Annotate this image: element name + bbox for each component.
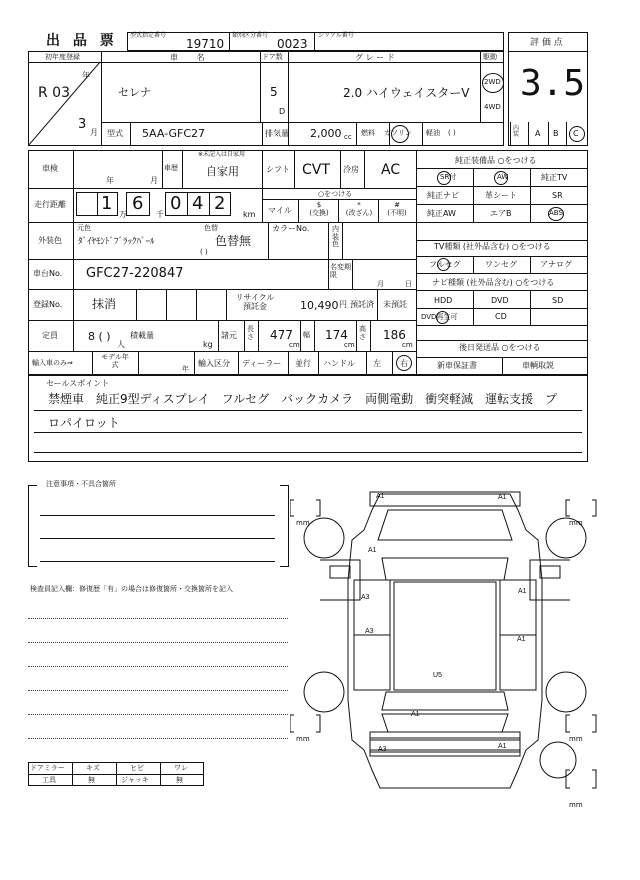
bt-value-1: 工具	[42, 776, 56, 784]
import-parallel: 並行	[295, 359, 311, 368]
interior-grade-a: A	[535, 129, 541, 138]
model-label: 型式	[107, 129, 123, 138]
inspection-label: 車検	[42, 164, 58, 173]
bt-value-2: 無	[88, 776, 95, 784]
model-year-label: モデル年式	[101, 353, 129, 369]
height-label: 高さ	[359, 325, 366, 341]
bt-value-4: 無	[176, 776, 183, 784]
genuine-label: 純正装備品 ○をつける	[455, 156, 537, 165]
grade-label: グ レ ー ド	[355, 53, 395, 62]
mark-1: A1	[376, 493, 385, 500]
mileage-digit-4: 4	[192, 193, 204, 214]
eq-item-9: ABS	[549, 209, 563, 217]
history: 自家用	[206, 165, 239, 178]
year-label: 年	[82, 71, 90, 80]
inspection-year: 年	[106, 176, 114, 185]
length: 477	[270, 328, 293, 342]
later-label: 後日発送品 ○をつける	[459, 343, 541, 352]
width-cm: cm	[344, 341, 355, 349]
later-item-1: 新車保証書	[437, 361, 477, 370]
recycle-yen: 円	[339, 300, 347, 309]
color: ﾀﾞｲﾔﾓﾝﾄﾞﾌﾞﾗｯｸﾊﾟｰﾙ	[78, 237, 155, 247]
capacity-label: 定員	[42, 331, 58, 340]
color-paren: ( )	[200, 248, 208, 256]
chassis-label: 車台No.	[33, 269, 63, 278]
transfer-label: 名変期限	[330, 263, 351, 280]
navi-item-3: SD	[552, 296, 564, 305]
transfer-month: 月	[377, 280, 384, 288]
fuel-diesel: 軽油	[426, 129, 440, 137]
bt-value-3: ジャッキ	[121, 776, 149, 784]
man-unit: 万	[119, 210, 127, 219]
eq-item-5: 革シート	[485, 191, 517, 200]
eq-item-8: エアB	[490, 209, 512, 218]
car-diagram	[290, 470, 610, 820]
interior-grade-c: C	[573, 129, 579, 138]
tv-label: TV種類 (社外品含む) ○をつける	[434, 242, 551, 251]
reg-no: 抹消	[92, 297, 117, 311]
caution-label: 注意事項・不具合箇所	[46, 480, 116, 488]
mark-2: A1	[498, 494, 507, 501]
month-label: 月	[90, 128, 98, 137]
inspector-label: 検査員記入欄：修復歴「有」の場合は修復箇所・交換箇所を記入	[30, 585, 233, 593]
width: 174	[325, 328, 348, 342]
km-unit: km	[243, 210, 256, 219]
first-reg-month: 3	[78, 117, 87, 132]
tv-item-3: アナログ	[540, 260, 572, 269]
recycle-deposited: 預託済	[350, 300, 374, 309]
mark-5: A3	[365, 628, 374, 635]
reg-no-label: 登録No.	[33, 300, 63, 309]
navi-item-2: DVD	[491, 296, 509, 305]
recycle: 10,490	[300, 299, 339, 312]
capacity: 8 ( )	[88, 330, 111, 343]
interior-grade-b: B	[553, 129, 559, 138]
handle-left: 左	[373, 359, 381, 368]
first-reg-era: R 03	[38, 85, 70, 101]
color-change: 色替無	[215, 234, 252, 248]
recycle-not: 未預託	[383, 300, 407, 309]
interior-color-label: 内装色	[332, 225, 339, 249]
mile-note: ○をつける	[318, 190, 353, 198]
navi-item-5: CD	[495, 312, 507, 321]
fuel-paren: ( )	[448, 129, 456, 137]
shift-value: CVT	[302, 162, 330, 178]
sales-line-1: 禁煙車 純正9型ディスプレイ フルセグ バックカメラ 両側電動 衝突軽減 運転支援 プ	[48, 392, 558, 406]
caution-bracket-left	[28, 485, 37, 567]
bt-header-1: ドアミラー	[30, 764, 65, 772]
eq-item-3: 純正TV	[541, 173, 568, 182]
grade: 2.0 ハイウェイスターV	[343, 86, 470, 100]
fuel-label: 燃料	[361, 129, 375, 137]
tire-mm-spare: mm	[569, 801, 583, 809]
mark-8: A1	[411, 711, 420, 718]
serial-label: シリアル番号	[318, 32, 354, 39]
capacity-unit: 人	[117, 340, 125, 349]
drive-label: 駆動	[483, 53, 497, 61]
mile-opt-tamper: * (改ざん)	[345, 201, 373, 218]
color-no-label: カラーNo.	[272, 224, 310, 233]
doors: 5	[270, 85, 278, 99]
car-name-label: 車 名	[170, 53, 213, 62]
drive-4wd: 4WD	[484, 103, 501, 111]
sales-label: セールスポイント	[46, 379, 110, 388]
mileage-digit-3: 0	[170, 193, 182, 214]
mark-9: A3	[378, 746, 387, 753]
shift-label: シフト	[266, 165, 290, 174]
eq-item-2: AW	[497, 173, 509, 181]
score-value: 3.5	[520, 63, 586, 104]
eq-item-7: 純正AW	[427, 209, 456, 218]
mark-10: A1	[498, 743, 507, 750]
mark-7: U5	[433, 672, 442, 679]
color-label: 外装色	[38, 236, 62, 245]
mark-a1-left: A1	[368, 547, 377, 554]
fuel-gasoline: ガソリン	[384, 129, 412, 137]
mileage-digit-1: 1	[101, 193, 113, 214]
load-unit: kg	[203, 340, 213, 349]
mileage-label: 走行距離	[34, 200, 66, 209]
eq-item-1: SR付	[440, 173, 457, 181]
mark-4: A1	[518, 588, 527, 595]
dim-label: 諸元	[221, 331, 237, 340]
tire-mm-rl: mm	[296, 735, 310, 743]
import-label: 輸入車のみ⇒	[32, 359, 73, 367]
navi-item-1: HDD	[434, 296, 453, 305]
sales-line-2: ロパイロット	[48, 416, 120, 430]
displacement-label: 排気量	[265, 129, 289, 138]
tire-mm-rr: mm	[569, 735, 583, 743]
mark-3: A3	[361, 594, 370, 601]
form-no: 19710	[186, 37, 225, 51]
length-label: 長さ	[247, 325, 254, 341]
class-no-label: 類別区分番号	[232, 32, 269, 39]
color-genshoku: 元色	[77, 224, 91, 232]
doors-d: D	[279, 107, 286, 116]
form-no-label: 型式指定番号	[130, 32, 167, 39]
caution-bracket-right	[280, 485, 289, 567]
history-label: 車歴	[164, 164, 178, 172]
width-label: 幅	[303, 331, 310, 339]
car-name: セレナ	[118, 86, 151, 99]
eq-item-4: 純正ナビ	[427, 191, 459, 200]
tv-item-2: ワンセグ	[485, 260, 517, 269]
inspection-month: 月	[150, 176, 158, 185]
doors-label: ドア数	[262, 53, 283, 61]
history-note: ※未記入は自家用	[198, 151, 246, 158]
sheet-title: 出 品 票	[46, 33, 118, 49]
ac-value: AC	[381, 162, 401, 178]
mile-label: マイル	[268, 206, 292, 215]
handle-right: 右	[400, 359, 408, 368]
height-cm: cm	[402, 341, 413, 349]
tire-mm-fl: mm	[296, 519, 310, 527]
mileage-digit-2: 6	[132, 193, 144, 214]
later-item-2: 車輌取説	[522, 361, 554, 370]
mark-6: A1	[517, 636, 526, 643]
transfer-day: 日	[405, 280, 412, 288]
load-label: 積載量	[130, 331, 154, 340]
navi-label: ナビ種類 (社外品含む) ○をつける	[432, 278, 555, 287]
ac-label: 冷房	[343, 165, 359, 174]
drive-2wd: 2WD	[484, 78, 501, 86]
interior-label: 内装	[513, 125, 520, 138]
import-type-label: 輸入区分	[198, 359, 230, 368]
tire-mm-fr: mm	[569, 519, 583, 527]
displacement: 2,000	[310, 127, 342, 140]
mile-opt-exchange: $ (交換)	[309, 201, 329, 218]
import-dealer: ディーラー	[242, 359, 282, 368]
recycle-label: リサイクル預託金	[235, 293, 275, 311]
score-label: 評 価 点	[530, 38, 563, 48]
height: 186	[383, 328, 406, 342]
model-year-unit: 年	[182, 365, 189, 373]
tv-item-1: フルセグ	[429, 260, 461, 269]
class-no: 0023	[277, 37, 308, 51]
navi-item-4: DVD再生可	[421, 313, 458, 321]
cc-unit: cc	[344, 133, 352, 141]
mileage-digit-5: 2	[214, 193, 226, 214]
mile-opt-unknown: # (不明)	[387, 201, 407, 218]
sen-unit: 千	[156, 210, 164, 219]
color-change-label: 色替	[204, 224, 218, 232]
handle-label: ハンドル	[323, 359, 355, 368]
length-cm: cm	[289, 341, 300, 349]
first-reg-label: 初年度登録	[45, 53, 80, 61]
bt-header-3: ヒビ	[130, 764, 144, 772]
chassis: GFC27-220847	[86, 266, 184, 281]
bt-header-2: キズ	[86, 764, 100, 772]
eq-item-6: SR	[552, 191, 563, 200]
bt-header-4: ワレ	[174, 764, 188, 772]
model: 5AA-GFC27	[142, 127, 206, 140]
